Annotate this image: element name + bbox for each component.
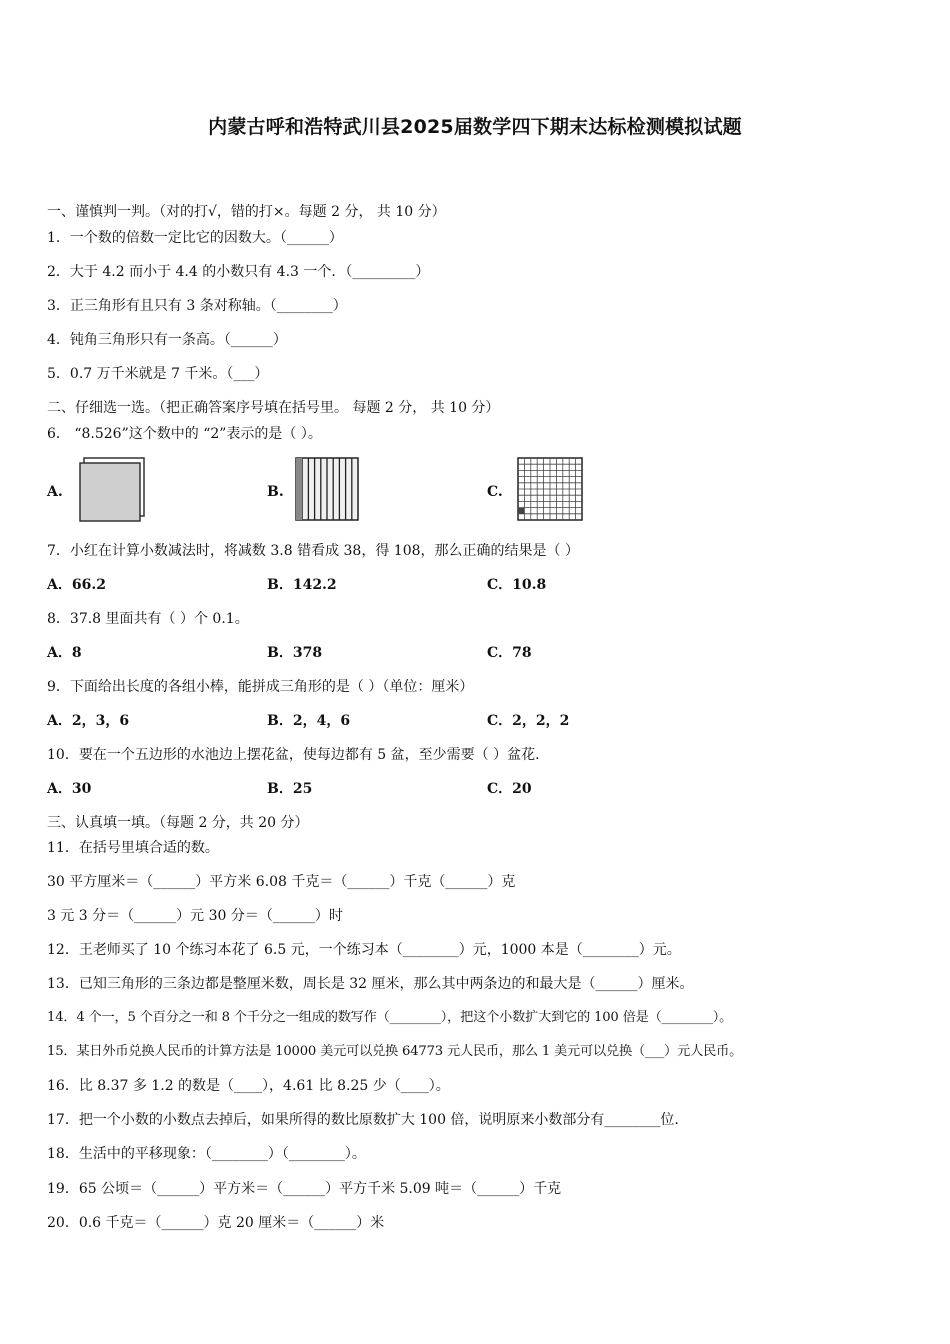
question-8: 8．37.8 里面共有（ ）个 0.1。 (47, 611, 249, 627)
question-19: 19．65 公顷＝（______）平方米＝（______）平方千米 5.09 吨＝（______）千克 (47, 1181, 562, 1197)
page-title: 内蒙古呼和浩特武川县2025届数学四下期末达标检测模拟试题 (208, 116, 742, 138)
question-2: 2．大于 4.2 而小于 4.4 的小数只有 4.3 一个．（_________） (47, 264, 430, 280)
question-20: 20．0.6 千克＝（______）克 20 厘米＝（______）米 (47, 1215, 385, 1231)
question-16: 16．比 8.37 多 1.2 的数是（____），4.61 比 8.25 少（____）。 (47, 1078, 450, 1094)
q6-option-a: A. (47, 484, 63, 500)
q6-figure-a-whole-square (78, 457, 146, 527)
q6-option-b: B. (267, 484, 284, 500)
question-11: 11．在括号里填合适的数。 (47, 840, 219, 856)
question-9: 9．下面给出长度的各组小棒，能拼成三角形的是（ ）（单位：厘米） (47, 679, 474, 695)
question-13: 13．已知三角形的三条边都是整厘米数，周长是 32 厘米，那么其中两条边的和最大是（______）厘米。 (47, 976, 694, 992)
question-4: 4．钝角三角形只有一条高。（______） (47, 332, 287, 348)
q7-option-c: C．10.8 (487, 577, 547, 593)
q10-option-c: C．20 (487, 781, 532, 797)
question-11-part-b: 3 元 3 分＝（______）元 30 分＝（______）时 (47, 908, 343, 924)
section-3-heading: 三、认真填一填。（每题 2 分，共 20 分） (47, 815, 309, 831)
question-3: 3．正三角形有且只有 3 条对称轴。（________） (47, 298, 347, 314)
q9-option-a: A．2，3，6 (47, 713, 130, 729)
question-15: 15．某日外币兑换人民币的计算方法是 10000 美元可以兑换 64773 元人民币，那么 1 美元可以兑换（___）元人民币。 (47, 1044, 743, 1059)
question-17: 17．把一个小数的小数点去掉后，如果所得的数比原数扩大 100 倍，说明原来小数部分有________位. (47, 1112, 679, 1128)
question-7: 7．小红在计算小数减法时，将减数 3.8 错看成 38，得 108，那么正确的结果是（ ） (47, 543, 579, 559)
q7-option-b: B．142.2 (267, 577, 337, 593)
q6-figure-b-tenths-strips (295, 457, 361, 527)
question-18: 18．生活中的平移现象：（________）（________）。 (47, 1146, 366, 1162)
q7-option-a: A．66.2 (47, 577, 106, 593)
q8-option-b: B．378 (267, 645, 323, 661)
q6-option-c: C. (487, 484, 503, 500)
q10-option-a: A．30 (47, 781, 92, 797)
q10-option-b: B．25 (267, 781, 313, 797)
question-12: 12．王老师买了 10 个练习本花了 6.5 元，一个练习本（________）元，1000 本是（________）元。 (47, 942, 681, 958)
question-14: 14．4 个一，5 个百分之一和 8 个千分之一组成的数写作（________），把这个小数扩大到它的 100 倍是（________）。 (47, 1010, 733, 1025)
question-11-part-a: 30 平方厘米＝（______）平方米 6.08 千克＝（______）千克（______）克 (47, 874, 516, 890)
question-1: 1．一个数的倍数一定比它的因数大。（______） (47, 230, 343, 246)
question-5: 5．0.7 万千米就是 7 千米。（___） (47, 366, 269, 382)
question-10: 10．要在一个五边形的水池边上摆花盆，使每边都有 5 盆，至少需要（ ）盆花. (47, 747, 540, 763)
q9-option-b: B．2，4，6 (267, 713, 351, 729)
section-2-heading: 二、仔细选一选。（把正确答案序号填在括号里。 每题 2 分， 共 10 分） (47, 400, 500, 416)
section-1-heading: 一、谨慎判一判。（对的打√，错的打×。每题 2 分， 共 10 分） (47, 204, 446, 220)
question-6: 6． “8.526”这个数中的 “2”表示的是（ ）。 (47, 426, 322, 442)
q9-option-c: C．2，2，2 (487, 713, 570, 729)
q8-option-c: C．78 (487, 645, 532, 661)
q8-option-a: A．8 (47, 645, 82, 661)
q6-figure-c-hundredths-grid (517, 457, 585, 527)
